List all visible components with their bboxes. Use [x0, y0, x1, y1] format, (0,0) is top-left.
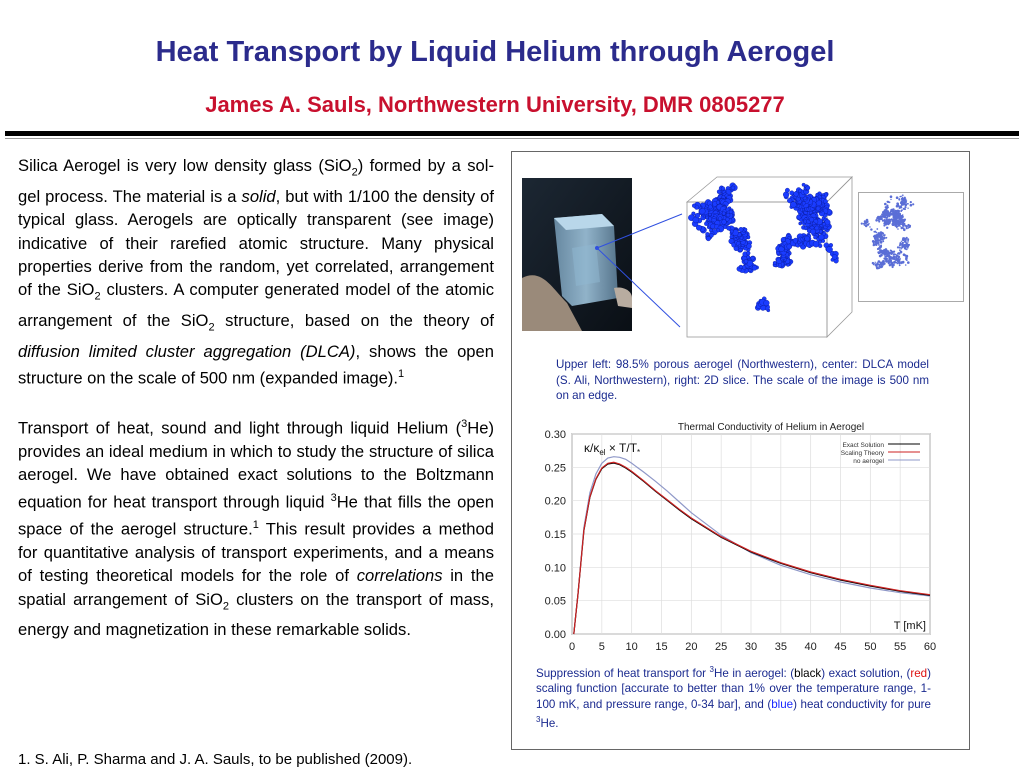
- cluster-particle: [729, 210, 733, 214]
- cluster-particle: [706, 236, 711, 241]
- dlca-model-cube: [677, 172, 857, 347]
- cluster-particle: [806, 186, 810, 190]
- slice-particle: [899, 196, 900, 197]
- slice-particle: [897, 263, 899, 265]
- slice-particle: [882, 220, 884, 222]
- slice-particle: [896, 227, 898, 229]
- slice-particle: [885, 208, 887, 210]
- slice-particle: [881, 239, 883, 241]
- slice-particle: [901, 198, 904, 201]
- cluster-particle: [832, 255, 837, 260]
- slice-particle: [876, 267, 879, 270]
- cluster-particle: [822, 239, 825, 242]
- cluster-particle: [705, 216, 708, 219]
- slice-particle: [885, 213, 887, 215]
- x-tick-label: 60: [923, 641, 937, 652]
- blue-word: blue: [771, 697, 794, 711]
- text: Silica Aerogel is very low density glass (SiO: [18, 156, 352, 175]
- y-tick-label: 0.30: [544, 429, 566, 441]
- page-subtitle: James A. Sauls, Northwestern University, DMR 0805277: [205, 92, 785, 117]
- text: clusters. A computer generated model of the atomic arrangement of the SiO: [18, 280, 494, 331]
- cluster-particle: [764, 300, 770, 306]
- slice-particle: [890, 195, 893, 198]
- slice-particle: [887, 213, 890, 216]
- slice-particle: [895, 262, 897, 264]
- text: ) heat conductivity for pure: [793, 697, 931, 711]
- subscript: 2: [208, 321, 215, 334]
- x-tick-label: 55: [894, 641, 907, 652]
- slice-particle: [902, 194, 904, 196]
- slice-particle: [906, 259, 908, 261]
- slice-particle: [886, 227, 888, 229]
- x-tick-label: 40: [804, 641, 817, 652]
- superscript: 1: [398, 368, 405, 381]
- cluster-particle: [731, 186, 735, 190]
- slice-particle: [908, 225, 910, 227]
- text: , but with 1/100 the density of typical glass. Aerogels are optically transparent (see image) indicative of their rarefied atomic structure. Many physical properties derive from the random, yet correlated, arrangement of the SiO: [18, 186, 495, 300]
- slice-particle: [899, 247, 901, 249]
- text: He that fills the open space of the aerogel structure.: [18, 492, 494, 539]
- cluster-particle: [734, 246, 739, 251]
- slice-particle: [889, 201, 891, 203]
- x-tick-label: 35: [774, 641, 787, 652]
- slice-particle: [901, 227, 904, 230]
- text: , shows the open structure on the scale of 500 nm (expanded image).: [18, 341, 494, 388]
- slice-particle: [904, 241, 906, 243]
- slice-particle: [889, 212, 891, 214]
- slice-particle: [881, 263, 884, 266]
- x-tick-label: 15: [655, 641, 668, 652]
- slice-particle: [898, 224, 900, 226]
- slice-particle: [885, 260, 887, 262]
- slice-particle: [886, 258, 888, 260]
- cluster-particle: [726, 213, 730, 217]
- slice-particle: [870, 228, 872, 230]
- cluster-particle: [781, 237, 786, 242]
- text: in the spatial arrangement of SiO: [18, 566, 494, 609]
- slice-particle: [876, 239, 878, 241]
- slice-particle: [903, 227, 905, 229]
- slice-particle: [910, 204, 913, 207]
- slice-particle: [902, 243, 904, 245]
- slice-particle: [889, 258, 891, 260]
- slice-particle: [904, 219, 906, 221]
- slice-particle: [901, 252, 903, 254]
- slice-particle: [897, 253, 898, 254]
- x-tick-label: 30: [744, 641, 758, 652]
- slice-particle: [905, 264, 907, 266]
- slice-particle: [877, 248, 879, 250]
- paragraph-aerogel: [18, 154, 494, 390]
- slice-particle: [882, 250, 884, 252]
- figure-panel: [511, 151, 970, 750]
- slice-particle: [884, 252, 886, 254]
- text: structure, based on the theory of: [214, 311, 494, 331]
- y-tick-label: 0.05: [544, 595, 566, 608]
- caption-top: Upper left: 98.5% porous aerogel (Northwestern), center: DLCA model (S. Ali, Northwestern), right: 2D slice. The scale of the image is 500 nm on an edge.: [556, 358, 929, 402]
- slice-particle: [893, 253, 895, 255]
- slice-particle: [903, 208, 905, 210]
- slice-particle: [872, 240, 875, 243]
- cluster-particle: [704, 222, 708, 226]
- cluster-particle: [809, 217, 814, 222]
- cluster-particle: [744, 228, 747, 231]
- slice-particle: [890, 252, 892, 254]
- header-divider-shadow: [5, 138, 1019, 139]
- slice-particle: [883, 225, 885, 227]
- cluster-particle: [773, 261, 777, 265]
- slice-particle: [887, 201, 889, 203]
- cluster-particle: [746, 251, 750, 255]
- cluster-particle: [746, 255, 750, 259]
- slice-particle: [888, 262, 890, 264]
- slice-particle: [884, 203, 887, 206]
- cluster-particle: [718, 217, 722, 221]
- superscript: 1: [252, 518, 259, 531]
- reference: 1. S. Ali, P. Sharma and J. A. Sauls, to be published (2009).: [18, 751, 413, 768]
- y-tick-label: 0.10: [544, 562, 566, 575]
- slice-particle: [904, 197, 906, 199]
- paragraph-transport: [18, 413, 494, 642]
- cluster-particle: [752, 265, 757, 270]
- slice-particle: [906, 227, 908, 229]
- slice-particle: [875, 262, 876, 263]
- slice-particle: [890, 213, 892, 215]
- slice-particle: [863, 223, 865, 225]
- slice-particle: [879, 239, 881, 241]
- slice-particle: [886, 251, 888, 253]
- slice-particle: [872, 262, 874, 264]
- slice-particle: [900, 202, 902, 204]
- slice-particle: [893, 216, 896, 219]
- slice-particle: [881, 236, 883, 238]
- black-word: black: [794, 666, 822, 680]
- slice-particle: [893, 256, 895, 258]
- cluster-particle: [740, 236, 743, 239]
- slice-particle: [901, 209, 903, 211]
- x-tick-label: 50: [864, 641, 877, 652]
- slice-particle: [908, 227, 910, 229]
- legend-label: Scaling Theory: [840, 450, 884, 457]
- cluster-particle: [799, 222, 802, 225]
- slice-particle: [882, 232, 884, 234]
- slice-particle: [880, 250, 882, 252]
- cluster-particle: [722, 212, 726, 216]
- slice-particle: [902, 214, 903, 215]
- slice-particle: [869, 226, 870, 227]
- slice-particle: [883, 238, 885, 240]
- cluster-particle: [722, 220, 727, 225]
- text: He.: [540, 717, 559, 731]
- superscript: 3: [709, 665, 714, 674]
- emphasis: correlations: [356, 566, 443, 586]
- x-tick-label: 45: [834, 641, 847, 652]
- cluster-particle: [787, 198, 792, 203]
- slice-particle: [875, 264, 877, 266]
- slice-particle: [886, 237, 888, 239]
- x-tick-label: 5: [598, 641, 605, 652]
- y-tick-label: 0.00: [544, 629, 566, 641]
- slice-particle: [898, 218, 899, 219]
- slice-particle: [877, 234, 878, 235]
- x-tick-label: 20: [685, 641, 698, 652]
- emphasis: diffusion limited cluster aggregation (DLCA): [18, 341, 356, 361]
- slice-particle: [874, 243, 876, 245]
- slice-particle: [877, 237, 879, 239]
- slice-particle: [890, 209, 893, 212]
- thermal-conductivity-chart: [520, 420, 960, 652]
- slice-particle: [900, 242, 902, 244]
- slice-particle: [900, 216, 903, 219]
- slice-particle: [905, 248, 907, 250]
- legend-label: Exact Solution: [842, 442, 884, 449]
- slice-particle: [901, 241, 902, 242]
- slice-particle: [905, 244, 907, 246]
- slice-particle: [883, 262, 886, 265]
- chart-title: Thermal Conductivity of Helium in Aerogel: [677, 422, 865, 433]
- slice-particle: [890, 199, 891, 200]
- cluster-particle: [730, 230, 733, 233]
- cluster-particle: [815, 226, 819, 230]
- slice-particle: [880, 216, 882, 218]
- slice-particle: [868, 223, 869, 224]
- slice-particle: [897, 228, 899, 230]
- slice-particle: [902, 202, 904, 204]
- slice-particle: [896, 259, 898, 261]
- text: clusters on the transport of mass, energy and magnetization in these remarkable solids.: [18, 589, 494, 640]
- page-title: Heat Transport by Liquid Helium through Aerogel: [155, 36, 835, 68]
- slice-particle: [880, 251, 882, 253]
- slice-particle: [901, 248, 902, 249]
- slice-particle: [878, 263, 880, 265]
- slice-particle: [861, 223, 863, 225]
- cluster-particle: [721, 187, 725, 191]
- slice-particle: [907, 247, 909, 249]
- slice-particle: [885, 219, 887, 221]
- slice-particle: [904, 206, 906, 208]
- body-text: [18, 154, 494, 642]
- cluster-particle: [790, 191, 794, 195]
- slice-particle: [897, 246, 899, 248]
- slice-particle: [896, 258, 898, 260]
- cluster-particle: [785, 188, 789, 192]
- emphasis: solid: [241, 186, 276, 206]
- slice-particle: [882, 213, 884, 215]
- caption-bottom: [536, 662, 931, 732]
- slice-particle: [902, 204, 904, 206]
- text: This result provides a method for quantitative analysis of transport experiments, and a means of testing theoretical models for the role of: [18, 519, 494, 586]
- cluster-particle: [816, 193, 819, 196]
- slice-particle: [883, 235, 885, 237]
- slice-particle: [876, 228, 878, 230]
- slice-particle: [897, 203, 899, 205]
- slice-particle: [898, 213, 901, 216]
- slice-particle: [899, 258, 900, 259]
- slice-particle: [880, 245, 882, 247]
- text: He in aerogel: (: [713, 666, 795, 680]
- slice-particle: [873, 231, 875, 233]
- slice-particle: [867, 224, 869, 226]
- slice-particle: [902, 238, 905, 241]
- superscript: 3: [461, 418, 468, 431]
- slice-particle: [906, 237, 908, 239]
- y-tick-label: 0.20: [544, 495, 566, 508]
- cluster-particle: [810, 229, 815, 234]
- cluster-particle: [692, 204, 696, 208]
- slice-particle: [900, 206, 902, 208]
- slice-particle: [904, 254, 906, 256]
- slice-particle: [910, 201, 912, 203]
- slice-particle: [896, 205, 899, 208]
- red-word: red: [910, 666, 928, 680]
- x-tick-label: 10: [625, 641, 638, 652]
- legend-label: no aerogel: [853, 458, 884, 465]
- cluster-particle: [805, 236, 810, 241]
- slice-particle: [878, 253, 880, 255]
- text: Suppression of heat transport for: [536, 666, 710, 680]
- slice-particle: [875, 219, 878, 222]
- slice-particle: [885, 217, 887, 219]
- text: ) exact solution, (: [821, 666, 911, 680]
- slice-particle: [888, 219, 890, 221]
- slice-particle: [898, 220, 900, 222]
- slice-particle: [890, 261, 892, 263]
- y-tick-label: 0.25: [544, 462, 566, 475]
- slice-particle: [892, 264, 895, 267]
- slice-particle: [899, 245, 901, 247]
- slice-particle: [907, 261, 910, 264]
- cluster-particle: [708, 205, 712, 209]
- slice-particle: [907, 208, 908, 209]
- slice-particle: [905, 225, 907, 227]
- y-tick-label: 0.15: [544, 529, 566, 541]
- slice-particle: [896, 196, 899, 199]
- slice-particle: [878, 219, 880, 221]
- superscript: 3: [536, 715, 541, 725]
- x-axis-label: T [mK]: [893, 620, 926, 632]
- slice-particle: [875, 241, 878, 244]
- header-divider: [5, 131, 1019, 136]
- slice-particle: [902, 223, 904, 225]
- y-axis-label: $\kappa/\kappa_{el} \times T/T_*$: [584, 441, 641, 457]
- slice-particle: [898, 199, 900, 201]
- slice-particle: [894, 221, 896, 223]
- cluster-particle: [739, 227, 744, 232]
- cluster-particle: [802, 183, 805, 186]
- subscript: 2: [94, 290, 101, 303]
- cluster-particle: [706, 232, 710, 236]
- slice-particle: [907, 203, 909, 205]
- 2d-slice: [858, 192, 964, 302]
- slice-particle: [886, 205, 888, 207]
- subscript: 2: [222, 599, 230, 612]
- slice-particle: [892, 251, 894, 253]
- x-tick-label: 0: [568, 641, 576, 652]
- text: Transport of heat, sound and light through liquid Helium (: [18, 418, 462, 438]
- slice-particle: [882, 240, 884, 242]
- slice-particle: [902, 245, 904, 247]
- subscript: 2: [351, 166, 358, 179]
- cluster-particle: [744, 259, 748, 263]
- x-tick-label: 25: [715, 641, 728, 652]
- slice-particle: [907, 241, 909, 243]
- superscript: 3: [330, 491, 337, 504]
- cluster-particle: [818, 244, 822, 248]
- slice-particle: [865, 221, 867, 223]
- slice-particle: [899, 264, 901, 266]
- text: He) provides an ideal medium in which to study the structure of silica aerogel. We have obtained exact solutions to the Boltzmann equation for heat transport through liquid: [18, 418, 494, 512]
- text: ) scaling function [accurate to better than 1% over the temperature range, 1-100 mK, and pressure range, 0-34 bar], and (: [536, 666, 931, 711]
- slice-particle: [895, 224, 897, 226]
- slice-particle: [912, 203, 914, 205]
- text: ) formed by a sol-gel process. The material is a: [18, 156, 495, 206]
- slice-particle: [878, 260, 881, 263]
